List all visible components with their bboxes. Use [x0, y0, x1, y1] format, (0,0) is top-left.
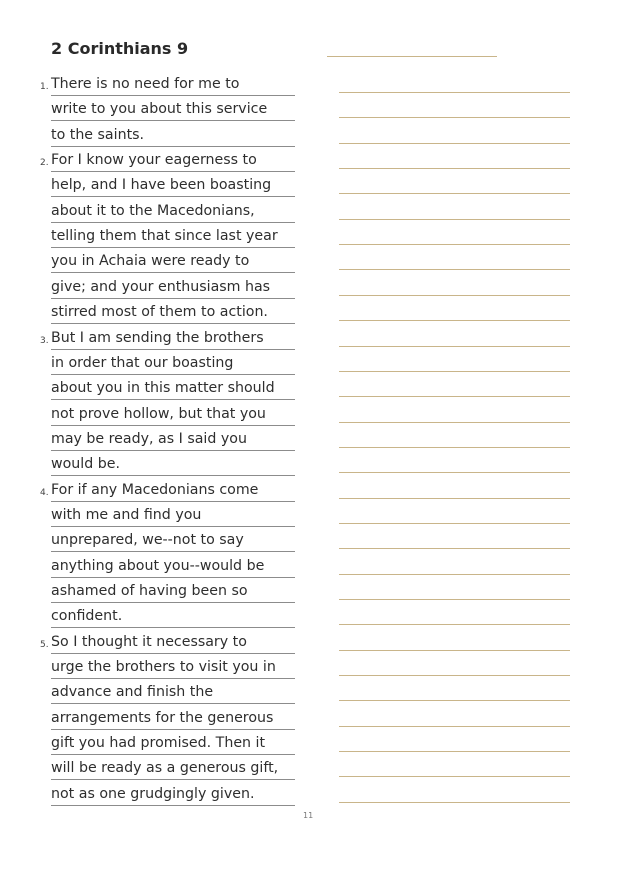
practice-writing-line: [339, 523, 570, 524]
verse-line: [51, 376, 295, 400]
verse-line: [51, 782, 295, 806]
verse-line: [51, 123, 295, 147]
practice-writing-line: [339, 776, 570, 777]
verse-text: not as one grudgingly given.: [51, 785, 255, 802]
verse-line: [51, 528, 295, 552]
verse-line: [51, 275, 295, 299]
verse-line: [51, 173, 295, 197]
verse-text: stirred most of them to action.: [51, 304, 268, 321]
verse-line: [51, 199, 295, 223]
verse-number: 4.: [40, 487, 49, 498]
practice-writing-line: [339, 650, 570, 651]
verse-line: [51, 579, 295, 603]
verse-text: about you in this matter should: [51, 380, 275, 397]
verse-text: There is no need for me to: [51, 76, 240, 92]
verse-text: But I am sending the brothers: [51, 329, 264, 346]
practice-writing-line: [339, 168, 570, 169]
practice-writing-line: [339, 244, 570, 245]
verse-text: confident.: [51, 608, 123, 625]
title-writing-line: [327, 56, 497, 57]
practice-writing-line: [339, 675, 570, 676]
verse-number: 5.: [40, 639, 49, 650]
verse-line: [51, 503, 295, 527]
practice-writing-line: [339, 802, 570, 803]
verse-line: [51, 655, 295, 679]
practice-writing-line: [339, 422, 570, 423]
verse-text: advance and finish the: [51, 684, 214, 701]
practice-writing-line: [339, 447, 570, 448]
verse-line: [51, 326, 295, 350]
verse-text: unprepared, we--not to say: [51, 532, 244, 549]
verse-text: you in Achaia were ready to: [51, 253, 250, 270]
practice-writing-line: [339, 320, 570, 321]
verse-text: arrangements for the generous: [51, 709, 274, 726]
practice-writing-line: [339, 92, 570, 93]
practice-writing-line: [339, 117, 570, 118]
verse-number: 1.: [40, 82, 49, 92]
verse-line: [51, 706, 295, 730]
verse-line: [51, 554, 295, 578]
verse-line: [51, 478, 295, 502]
verse-line: [51, 427, 295, 451]
verse-line: [51, 756, 295, 780]
verse-text: For if any Macedonians come: [51, 481, 259, 498]
practice-writing-line: [339, 751, 570, 752]
verse-line: [51, 604, 295, 628]
verse-line: [51, 72, 295, 96]
verse-line: [51, 148, 295, 172]
verse-text: about it to the Macedonians,: [51, 202, 255, 219]
verse-text: help, and I have been boasting: [51, 177, 272, 194]
verse-text: to the saints.: [51, 126, 145, 143]
verse-line: [51, 300, 295, 324]
verse-text: For I know your eagerness to: [51, 152, 257, 169]
practice-writing-line: [339, 624, 570, 625]
verse-line: [51, 731, 295, 755]
verse-text: would be.: [51, 456, 120, 473]
verse-text: give; and your enthusiasm has: [51, 278, 271, 295]
verse-line: [51, 680, 295, 704]
practice-writing-line: [339, 193, 570, 194]
practice-writing-line: [339, 726, 570, 727]
verse-text: not prove hollow, but that you: [51, 405, 266, 422]
verse-text: ashamed of having been so: [51, 583, 248, 599]
practice-writing-line: [339, 219, 570, 220]
practice-writing-line: [339, 346, 570, 347]
verse-line: [51, 249, 295, 273]
practice-writing-line: [339, 548, 570, 549]
practice-writing-line: [339, 599, 570, 600]
verse-text: anything about you--would be: [51, 557, 265, 574]
verse-text: may be ready, as I said you: [51, 430, 247, 447]
verse-line: [51, 97, 295, 121]
verse-text: with me and find you: [51, 506, 202, 523]
verse-number: 2.: [40, 158, 49, 169]
practice-writing-line: [339, 371, 570, 372]
verse-line: [51, 351, 295, 375]
page-title: 2 Corinthians 9: [51, 39, 189, 58]
practice-writing-line: [339, 396, 570, 397]
page-number: 11: [303, 811, 314, 820]
practice-writing-line: [339, 472, 570, 473]
verse-text: write to you about this service: [51, 101, 268, 118]
practice-writing-line: [339, 295, 570, 296]
practice-writing-line: [339, 143, 570, 144]
verse-line: [51, 630, 295, 654]
verse-text: gift you had promised. Then it: [51, 735, 266, 752]
verse-text: telling them that since last year: [51, 228, 278, 245]
practice-writing-line: [339, 574, 570, 575]
verse-line: [51, 452, 295, 476]
verse-line: [51, 224, 295, 248]
verse-text: So I thought it necessary to: [51, 633, 247, 650]
verse-line: [51, 402, 295, 426]
verse-number: 3.: [40, 335, 49, 346]
practice-writing-line: [339, 700, 570, 701]
verse-text: will be ready as a generous gift,: [51, 760, 279, 777]
verse-text: urge the brothers to visit you in: [51, 659, 276, 676]
practice-writing-line: [339, 498, 570, 499]
verse-text: in order that our boasting: [51, 354, 234, 371]
practice-writing-line: [339, 269, 570, 270]
